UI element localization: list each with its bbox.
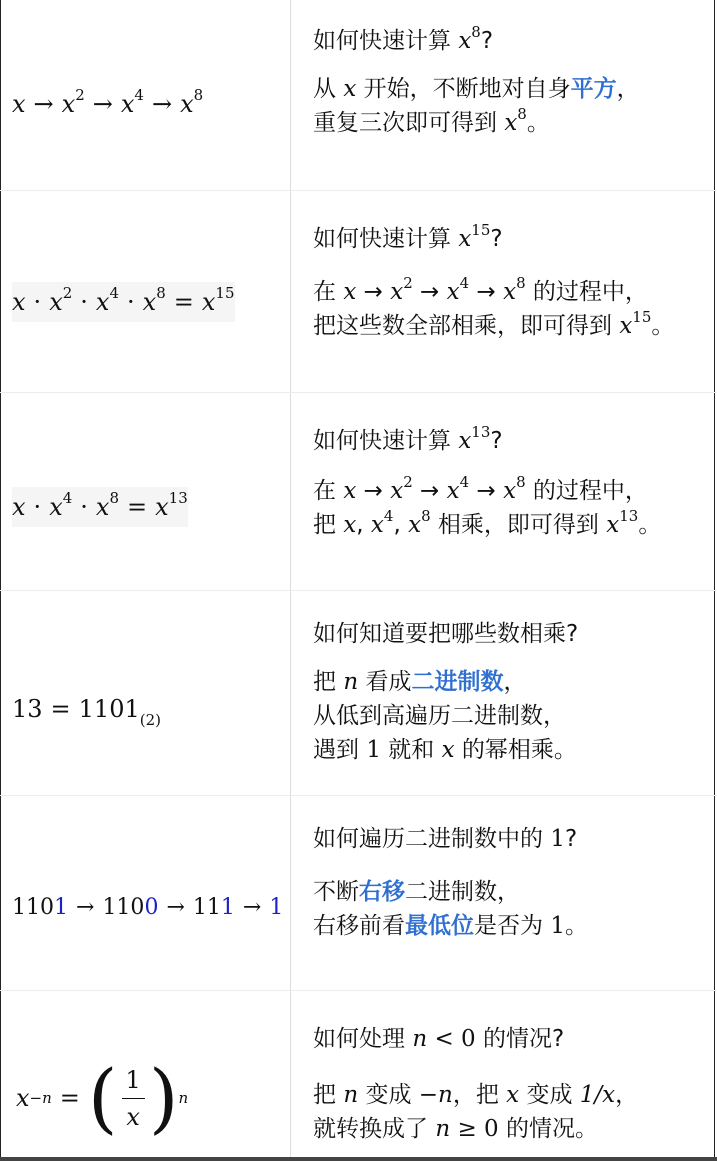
answer-5 — [313, 875, 588, 943]
row-divider — [0, 190, 717, 191]
answer-4-line-1: 把 n 看成二进制数， — [313, 669, 527, 695]
answer-1 — [313, 72, 640, 140]
answer-1-line-1: 从 x 开始，不断地对自身平方， — [313, 76, 640, 102]
answer-4-line-2: 从低到高遍历二进制数， — [313, 703, 566, 729]
question-6: 如何处理 n < 0 的情况? — [313, 1026, 565, 1052]
formula-3: $x \cdot x^4 \cdot x^8 = x^{13}$ — [12, 493, 188, 521]
answer-3-line-1: 在 $x \to x^2 \to x^4 \to x^8$ 的过程中， — [313, 473, 648, 504]
formula-2: $x \cdot x^2 \cdot x^4 \cdot x^8 = x^{15}$ — [12, 288, 235, 316]
answer-6-line-1: 把 n 变成 −n，把 x 变成 1/x， — [313, 1082, 639, 1108]
answer-4 — [313, 665, 577, 767]
answer-1-line-2: 重复三次即可得到 $x^8$。 — [313, 105, 550, 136]
column-divider — [290, 0, 291, 1161]
row-divider — [0, 392, 717, 393]
question-3: 如何快速计算 $x^{13}$? — [313, 423, 503, 454]
answer-2 — [313, 275, 674, 343]
answer-5-line-2: 右移前看最低位是否为 1。 — [313, 913, 588, 939]
bottom-border — [0, 1157, 717, 1161]
row-divider — [0, 990, 717, 991]
row-divider — [0, 590, 717, 591]
formula-1: $x \to x^2 \to x^4 \to x^8$ — [12, 86, 204, 118]
formula-5: 1101 → 1100 → 111 → 1 — [12, 895, 284, 920]
answer-3 — [313, 474, 661, 542]
formula-6: x −n = ( 1 x ) n — [16, 1053, 189, 1142]
answer-6-line-2: 就转换成了 n ≥ 0 的情况。 — [313, 1116, 598, 1142]
question-5: 如何遍历二进制数中的 1? — [313, 826, 578, 852]
answer-2-line-1: 在 $x \to x^2 \to x^4 \to x^8$ 的过程中， — [313, 274, 648, 305]
answer-3-line-2: 把 x, $x^4$, $x^8$ 相乘，即可得到 $x^{13}$。 — [313, 507, 662, 538]
row-divider — [0, 795, 717, 796]
answer-4-line-3: 遇到 1 就和 x 的幂相乘。 — [313, 737, 577, 763]
question-2: 如何快速计算 $x^{15}$? — [313, 221, 503, 252]
answer-6 — [313, 1078, 638, 1146]
question-1: 如何快速计算 $x^8$? — [313, 23, 494, 54]
answer-2-line-2: 把这些数全部相乘，即可得到 $x^{15}$。 — [313, 308, 675, 339]
answer-5-line-1: 不断右移二进制数， — [313, 879, 520, 905]
formula-4: $13 = 1101_{(2)}$ — [12, 695, 161, 729]
question-4: 如何知道要把哪些数相乘? — [313, 621, 579, 647]
